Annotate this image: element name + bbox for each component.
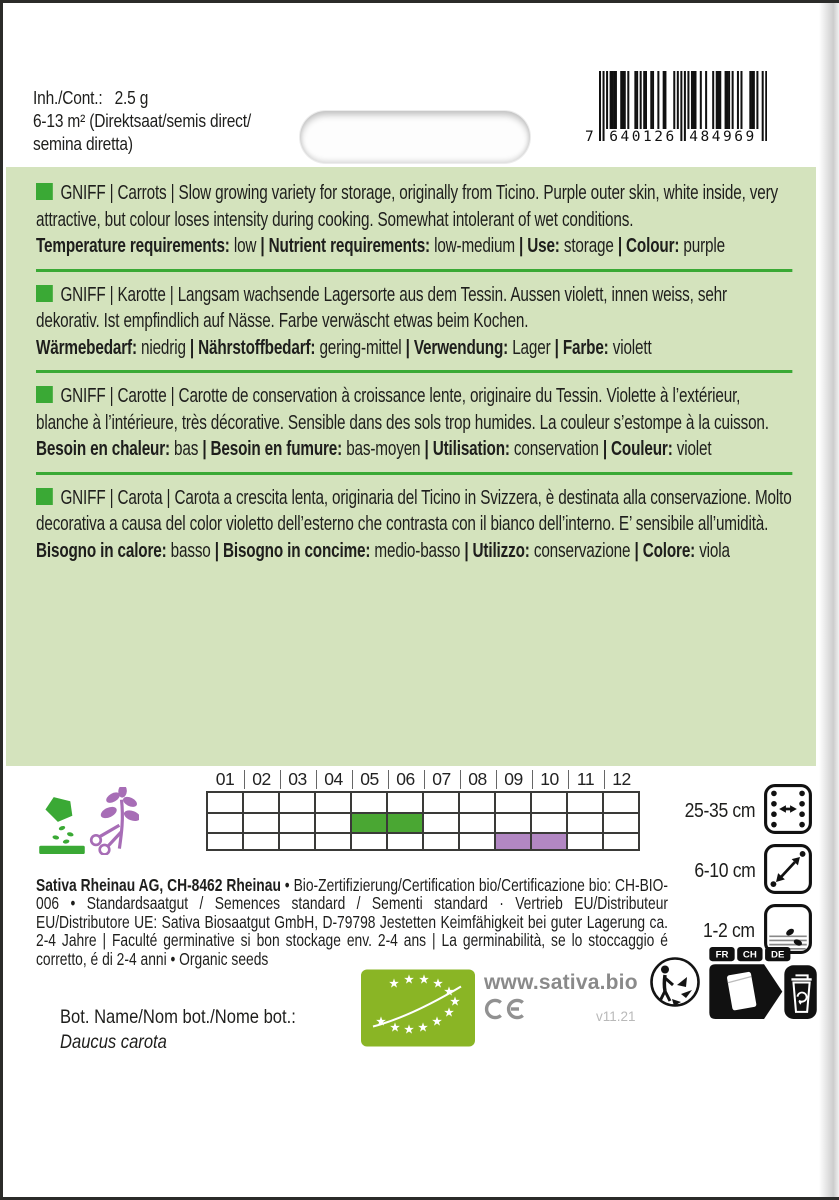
spec-line: [36, 335, 792, 362]
content-info: [33, 87, 251, 156]
calendar-cell: [244, 793, 278, 812]
harvest-icon: [87, 787, 139, 860]
spec-label: Wärmebedarf:: [36, 336, 137, 359]
spec-value: conservazione: [529, 539, 631, 562]
spec-separator: |: [198, 438, 211, 460]
certification-details: • Bio-Zertifizierung/Certification bio/Certificazione bio: CH-BIO-006 • Standardsaatgut / Semences standard / Sementi standard · Vertrieb EU/Distributeur EU/Distributore UE: Sativa Biosaatgut GmbH, D-79798 Jestetten Keimfähigkeit bei guter Lagerung ca. 2-4 Jahre | Faculté germinative si bon stockage env. 2-4 ans | La germinabilità, se lo stoccaggio é corretto, é di 2-4 anni • Organic seeds: [36, 874, 668, 969]
spec-value: violet: [672, 438, 712, 460]
lang-section-de: [36, 282, 792, 362]
spec-line: [36, 538, 792, 565]
ce-mark-icon: [484, 998, 530, 1025]
section-divider: [36, 269, 792, 272]
variety-description: GNIFF | Carotte | Carotte de conservation à croissance lente, originaire du Tessin. Violette à l’extérieur, blanche à l’intérieure, très décorative. Sensible dans des sols trop humides. La couleur s’estompe à la cuisson.: [36, 385, 769, 434]
spec-label: Utilizzo:: [472, 539, 530, 562]
green-square-icon: [36, 488, 53, 505]
row-spacing-label: 25-35 cm: [684, 800, 755, 822]
calendar-cell: [532, 814, 566, 832]
spec-value: gering-mittel: [315, 336, 402, 359]
ean-barcode: [585, 71, 767, 145]
botanical-name-block: [60, 1005, 296, 1055]
calendar-cell: [280, 834, 314, 849]
month-label: 06: [388, 770, 422, 789]
variety-description: GNIFF | Carrots | Slow growing variety for storage, originally from Ticino. Purple outer skin, white inside, very attractive, but colour loses intensity during cooking. Somewhat intolerant of wet conditions.: [36, 182, 779, 231]
spec-value: storage: [559, 235, 614, 257]
harvest-period-cell: [496, 834, 530, 849]
spec-separator: |: [256, 235, 269, 257]
spec-label: Utilisation:: [432, 438, 510, 460]
spec-value: violett: [608, 336, 652, 359]
lang-section-en: [36, 180, 792, 260]
calendar-cell: [244, 814, 278, 832]
green-square-icon: [36, 386, 53, 403]
sowing-period-cell: [388, 814, 422, 832]
calendar-cell: [460, 793, 494, 812]
spec-label: Verwendung:: [413, 336, 509, 359]
calendar-cell: [568, 834, 602, 849]
spec-label: Colore:: [642, 539, 696, 562]
month-label: 12: [604, 770, 638, 789]
calendar-cell: [352, 834, 386, 849]
triman-recycling-icon: [649, 956, 701, 1013]
calendar-cell: [316, 814, 350, 832]
calendar-cell: [424, 793, 458, 812]
spec-value: basso: [166, 539, 211, 562]
spec-separator: |: [550, 336, 563, 359]
page-edge-shadow: [819, 3, 839, 1197]
calendar-cell: [568, 814, 602, 832]
month-label: 07: [424, 770, 458, 789]
plant-spacing-icon: [764, 844, 812, 899]
month-label: 05: [352, 770, 386, 789]
calendar-cell: [496, 793, 530, 812]
month-label: 11: [568, 770, 602, 789]
area-info-line2: semina diretta): [33, 134, 133, 154]
calendar-cell: [280, 793, 314, 812]
spec-separator: |: [420, 438, 433, 460]
row-spacing-icon: [764, 784, 812, 839]
botanical-name-label: Bot. Name/Nom bot./Nome bot.:: [60, 1006, 296, 1028]
spec-value: medio-basso: [370, 539, 461, 562]
spec-value: Lager: [508, 336, 551, 359]
spec-value: low: [229, 235, 257, 257]
eu-organic-logo: [361, 969, 475, 1052]
green-square-icon: [36, 285, 53, 302]
row-spacing-row: [612, 784, 812, 839]
calendar-cell: [424, 834, 458, 849]
barcode-digits: [585, 127, 767, 147]
calendar-cell: [316, 793, 350, 812]
spec-label: Temperature requirements:: [36, 235, 230, 257]
calendar-cell: [352, 793, 386, 812]
green-square-icon: [36, 183, 53, 200]
disposal-tab-de: DE: [771, 949, 785, 961]
spec-label: Farbe:: [562, 336, 609, 359]
sowing-depth-label: 1-2 cm: [703, 920, 755, 942]
spec-line: [36, 233, 792, 260]
variety-description-panel: [6, 167, 816, 766]
barcode-left-group: 640126: [606, 129, 680, 145]
spec-label: Besoin en chaleur:: [36, 438, 170, 460]
spec-label: Bisogno in calore:: [36, 539, 167, 562]
month-label: 02: [244, 770, 278, 789]
spec-separator: |: [514, 235, 528, 257]
calendar-cell: [568, 793, 602, 812]
calendar-cell: [388, 793, 422, 812]
euro-slot-hole: [300, 111, 530, 163]
month-label: 09: [496, 770, 530, 789]
lang-sections: [36, 180, 792, 564]
month-label: 10: [532, 770, 566, 789]
month-label: 03: [280, 770, 314, 789]
producer-name: Sativa Rheinau AG, CH-8462 Rheinau: [36, 874, 281, 895]
content-value: 2.5 g: [114, 88, 149, 108]
lang-section-it: [36, 485, 792, 565]
sowing-calendar-grid: [206, 791, 640, 851]
month-label: 04: [316, 770, 350, 789]
spec-value: bas-moyen: [342, 438, 421, 460]
spec-value: viola: [695, 539, 730, 562]
section-divider: [36, 472, 792, 475]
spec-separator: |: [185, 336, 199, 359]
spec-separator: |: [598, 438, 612, 460]
spec-label: Use:: [527, 235, 560, 257]
calendar-cell: [208, 793, 242, 812]
sowing-period-cell: [352, 814, 386, 832]
calendar-cell: [496, 814, 530, 832]
spec-label: Nährstoffbedarf:: [198, 336, 316, 359]
spec-separator: |: [401, 336, 414, 359]
section-divider: [36, 370, 792, 373]
spec-line: [36, 436, 792, 463]
month-label: 08: [460, 770, 494, 789]
barcode-right-group: 484969: [686, 129, 760, 145]
sowing-icon: [39, 795, 85, 859]
spec-value: purple: [679, 235, 725, 257]
spec-value: conservation: [509, 438, 599, 460]
disposal-tab-ch: CH: [742, 949, 757, 961]
spec-label: Nutrient requirements:: [268, 235, 430, 257]
calendar-cell: [532, 793, 566, 812]
spec-separator: |: [210, 539, 223, 562]
barcode-lead-digit: 7: [585, 129, 594, 145]
website-url: www.sativa.bio: [484, 971, 638, 994]
calendar-cell: [280, 814, 314, 832]
calendar-cell: [424, 814, 458, 832]
calendar-cell: [244, 834, 278, 849]
content-label: Inh./Cont.:: [33, 88, 103, 108]
area-info-line1: 6-13 m² (Direktsaat/semis direct/: [33, 111, 251, 131]
spec-value: bas: [169, 438, 199, 460]
spec-separator: |: [630, 539, 643, 562]
spec-label: Colour:: [626, 235, 680, 257]
producer-certification-text: [36, 876, 668, 969]
botanical-name: Daucus carota: [60, 1031, 167, 1053]
version-label: v11.21: [596, 1009, 636, 1024]
spec-label: Couleur:: [611, 438, 673, 460]
calendar-month-header: [206, 768, 640, 791]
disposal-panel: [703, 947, 817, 1027]
calendar-cell: [388, 834, 422, 849]
spec-separator: |: [613, 235, 627, 257]
plant-spacing-label: 6-10 cm: [693, 860, 755, 882]
calendar-cell: [460, 814, 494, 832]
calendar-cell: [208, 834, 242, 849]
spec-label: Besoin en fumure:: [210, 438, 343, 460]
lang-section-fr: [36, 383, 792, 463]
calendar-cell: [208, 814, 242, 832]
variety-description: GNIFF | Carota | Carota a crescita lenta, originaria del Ticino in Svizzera, è destinata alla conservazione. Molto decorativa a causa del color violetto dell’esterno che contrasta con il bianco dell’interno. E’ sensibile all’umidità.: [36, 486, 792, 535]
spec-value: niedrig: [136, 336, 186, 359]
spec-separator: |: [460, 539, 473, 562]
month-label: 01: [215, 769, 235, 789]
disposal-tab-fr: FR: [715, 949, 729, 961]
calendar-cell: [460, 834, 494, 849]
spec-value: low-medium: [429, 235, 515, 257]
harvest-period-cell: [532, 834, 566, 849]
variety-description: GNIFF | Karotte | Langsam wachsende Lagersorte aus dem Tessin. Aussen violett, innen weiss, sehr dekorativ. Ist empfindlich auf Nässe. Farbe verwäscht etwas beim Kochen.: [36, 283, 727, 332]
spec-label: Bisogno in concime:: [222, 539, 371, 562]
calendar-cell: [316, 834, 350, 849]
